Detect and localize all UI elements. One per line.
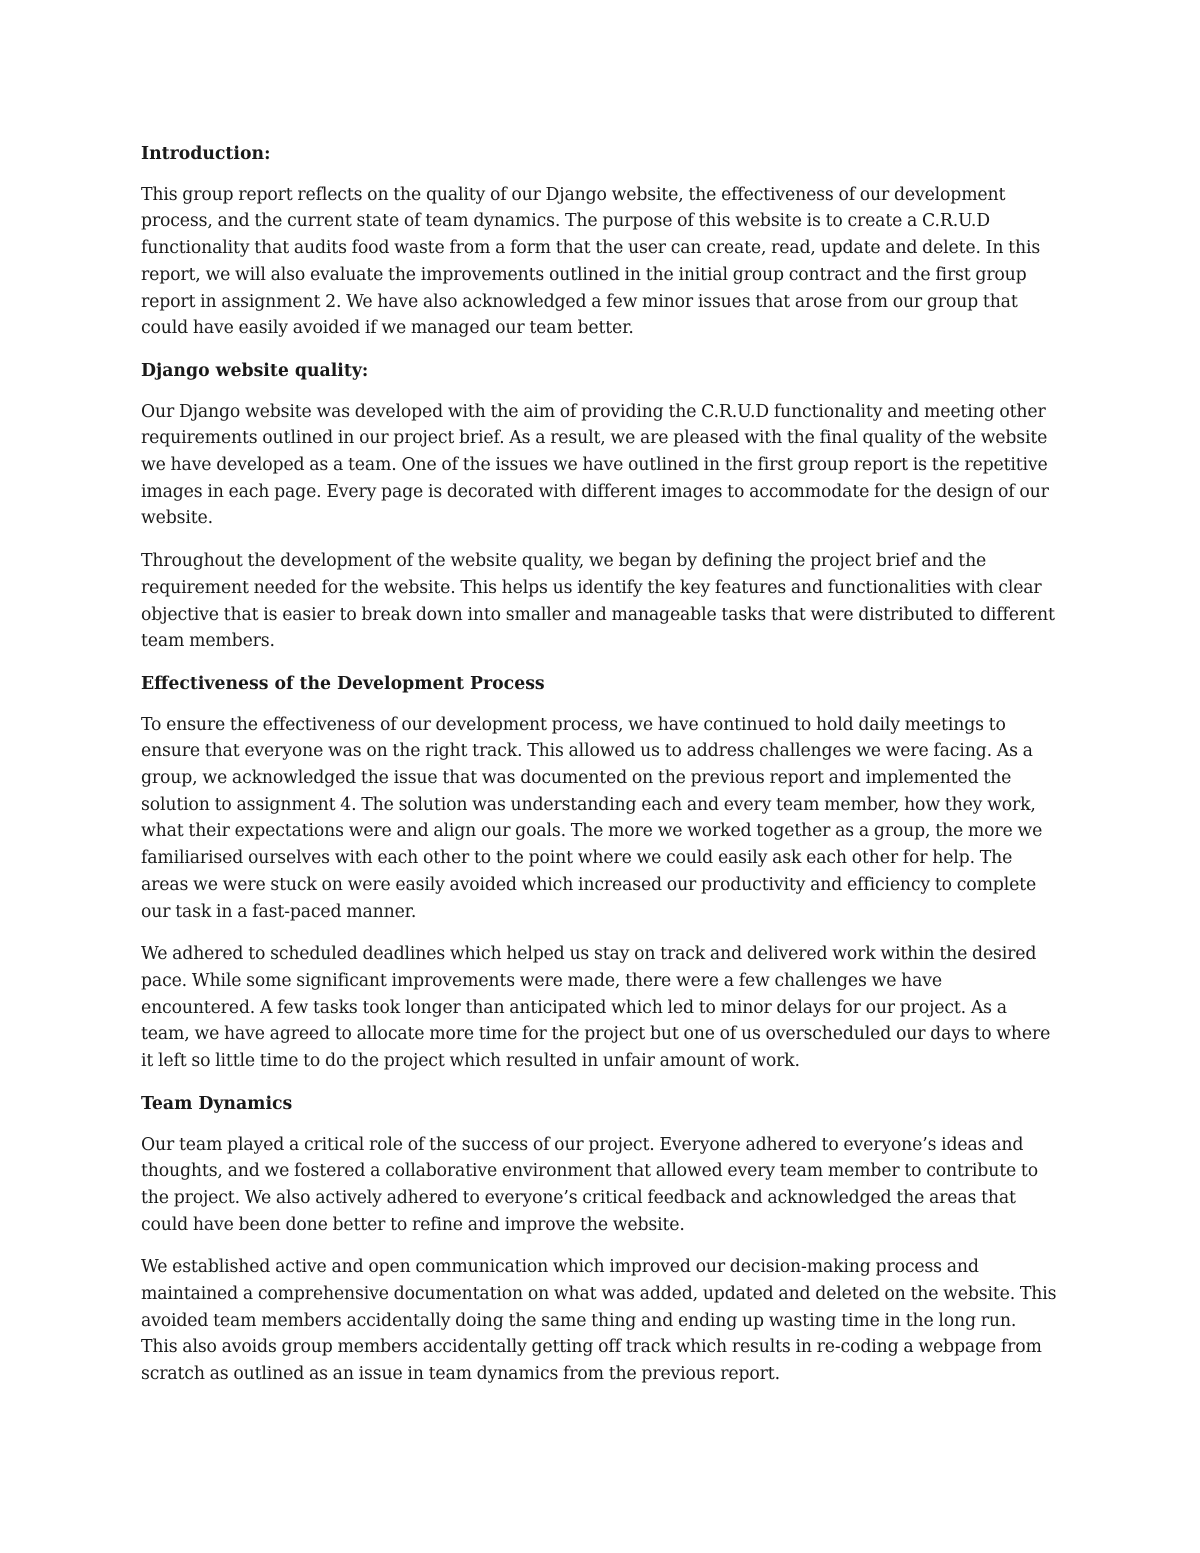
section-heading: Introduction: [141,144,271,164]
section-heading: Django website quality: [141,360,369,381]
section-team-dynamics [141,1091,1057,1388]
paragraph: Throughout the development of the website quality, we began by defining the project brief and the requirement needed for the website. This helps us identify the key features and functionalities with clear objective that is easier to break down into smaller and manageable tasks that were distributed to different team members. [141,551,1055,652]
paragraph: We established active and open communication which improved our decision-making process and maintained a comprehensive documentation on what was added, updated and deleted on the website. This avoided team members accidentally doing the same thing and ending up wasting time in the long run. This also avoids group members accidentally getting off track which results in re-coding a webpage from scratch as outlined as an issue in team dynamics from the previous report. [141,1257,1057,1385]
section-heading: Effectiveness of the Development Process [141,673,545,694]
section-development-process [141,671,1057,1075]
paragraph: Our Django website was developed with the aim of providing the C.R.U.D functionality and meeting other requirements outlined in our project brief. As a result, we are pleased with the final quality of the website we have developed as a team. One of the issues we have outlined in the first group report is the repetitive images in each page. Every page is decorated with different images to accommodate for the design of our website. [141,401,1049,529]
document-page [141,141,1057,1404]
section-heading: Team Dynamics [141,1093,293,1114]
paragraph: Our team played a critical role of the success of our project. Everyone adhered to everyone’s ideas and thoughts, and we fostered a collaborative environment that allowed every team member to contribute to the project. We also actively adhered to everyone’s critical feedback and acknowledged the areas that could have been done better to refine and improve the website. [141,1134,1038,1235]
paragraph: We adhered to scheduled deadlines which helped us stay on track and delivered work within the desired pace. While some significant improvements were made, there were a few challenges we have encountered. A few tasks took longer than anticipated which led to minor delays for our project. As a team, we have agreed to allocate more time for the project but one of us overscheduled our days to where it left so little time to do the project which resulted in unfair amount of work. [141,944,1051,1072]
paragraph: This group report reflects on the quality of our Django website, the effectiveness of our development process, and the current state of team dynamics. The purpose of this website is to create a C.R.U.D functionality that audits food waste from a form that the user can create, read, update and delete. In this report, we will also evaluate the improvements outlined in the initial group contract and the first group report in assignment 2. We have also acknowledged a few minor issues that arose from our group that could have easily avoided if we managed our team better. [141,184,1041,339]
section-introduction [141,141,1057,342]
section-django-website-quality [141,358,1057,655]
paragraph: To ensure the effectiveness of our development process, we have continued to hold daily meetings to ensure that everyone was on the right track. This allowed us to address challenges we were facing. As a group, we acknowledged the issue that was documented on the previous report and implemented the solution to assignment 4. The solution was understanding each and every team member, how they work, what their expectations were and align our goals. The more we worked together as a group, the more we familiarised ourselves with each other to the point where we could easily ask each other for help. The areas we were stuck on were easily avoided which increased our productivity and efficiency to complete our task in a fast-paced manner. [141,714,1043,922]
